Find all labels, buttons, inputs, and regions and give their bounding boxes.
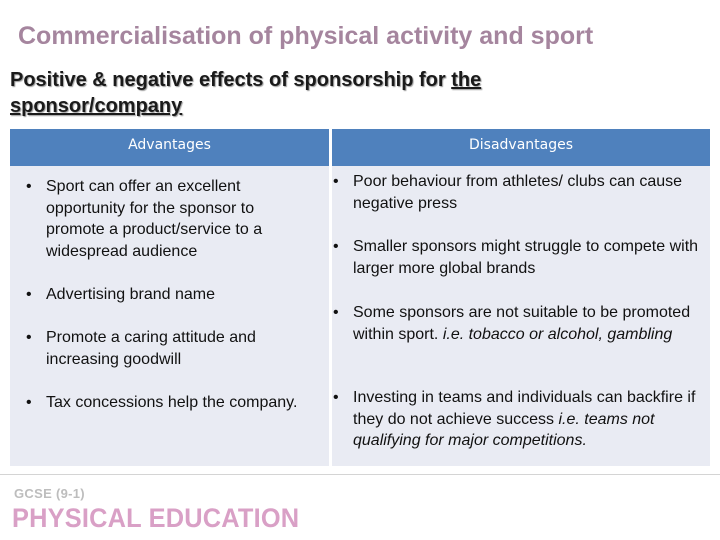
- bullet-icon: •: [26, 329, 32, 346]
- bullet-icon: •: [333, 304, 339, 321]
- advantage-item: [26, 392, 298, 414]
- disadvantage-item: [333, 302, 708, 345]
- column-divider: [329, 129, 332, 466]
- footer-divider: [0, 474, 720, 475]
- bullet-icon: •: [26, 178, 32, 195]
- bullet-icon: •: [333, 173, 339, 190]
- disadvantage-item: [333, 387, 708, 452]
- advantage-item: [26, 176, 298, 262]
- advantage-text: Advertising brand name: [46, 286, 215, 303]
- slide-title: Commercialisation of physical activity and sport: [18, 22, 594, 50]
- disadvantage-text: Smaller sponsors might struggle to compete with larger more global brands: [353, 238, 699, 277]
- disadvantage-item: [333, 236, 708, 279]
- gcse-label: GCSE (9-1): [14, 486, 85, 501]
- advantage-text: Tax concessions help the company.: [46, 394, 298, 411]
- advantage-item: [26, 327, 298, 370]
- subject-logo-text: PHYSICAL EDUCATION: [12, 503, 300, 533]
- disadvantage-text: Poor behaviour from athletes/ clubs can cause negative press: [353, 173, 683, 212]
- advantages-header: Advantages: [10, 129, 329, 166]
- disadvantages-header: Disadvantages: [332, 129, 710, 166]
- disadvantage-text: Investing in teams and individuals can backfire if they do not achieve success i.e. teams not qualifying for major competitions.: [353, 389, 696, 449]
- slide-subtitle: [10, 67, 630, 119]
- bullet-icon: •: [333, 238, 339, 255]
- subtitle-text: Positive & negative effects of sponsorship for: [10, 69, 452, 91]
- advantage-item: [26, 284, 298, 306]
- bullet-icon: •: [333, 389, 339, 406]
- disadvantage-text: Some sponsors are not suitable to be promoted within sport. i.e. tobacco or alcohol, gambling: [353, 304, 691, 343]
- bullet-icon: •: [26, 286, 32, 303]
- advantage-text: Sport can offer an excellent opportunity for the sponsor to promote a product/service to a widespread audience: [46, 178, 263, 260]
- bullet-icon: •: [26, 394, 32, 411]
- disadvantage-item: [333, 171, 708, 214]
- subtitle-underlined-text: the sponsor/company: [10, 69, 482, 117]
- advantage-text: Promote a caring attitude and increasing goodwill: [46, 329, 256, 368]
